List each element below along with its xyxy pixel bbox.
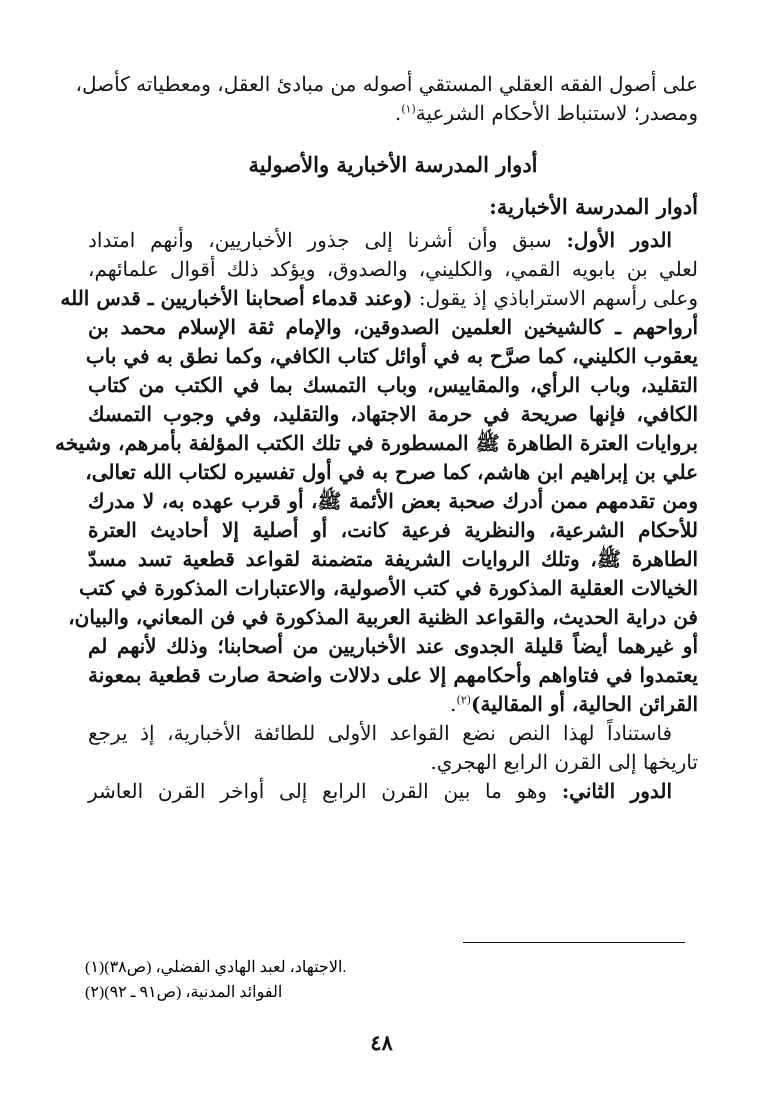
footnotes (75, 955, 685, 1005)
text-line: فاستناداً لهذا النص نضع القواعد الأولى للطائفة الأخبارية، إذ يرجع (88, 721, 672, 745)
first-phase-paragraph (54, 226, 699, 719)
footnote-text: الفوائد المدنية، (ص٩١ ـ ٩٢) (104, 984, 283, 1001)
quote-end: القرائن الحالية، أو المقالية) (471, 692, 698, 716)
quote-line: الطاهرة ﷺ، وتلك الروايات الشريفة متضمنة لقواعد قطعية تسد مسدّ (88, 547, 698, 571)
page-number: ٤٨ (370, 1030, 393, 1055)
footnote-text: الاجتهاد، لعبد الهادي الفضلي، (ص٣٨). (104, 959, 347, 976)
intro-paragraph (75, 70, 698, 128)
subheading: أدوار المدرسة الأخبارية: (489, 194, 698, 219)
quote-line: الخيالات العقلية المذكورة في كتب الأصولية، والاعتبارات المذكورة في كتب (79, 576, 698, 600)
phase-label: الدور الأول: (566, 228, 672, 252)
intro-line-text: ومصدر؛ لاستنباط الأحكام الشرعية (415, 101, 698, 125)
quote-line: فن دراية الحديث، والقواعد الظنية العربية المذكورة في فن المعاني، والبيان، (68, 605, 698, 629)
quote-line: يعقوب الكليني، كما صرَّح به في أوائل كتاب الكافي، وكما نطق به في باب (85, 344, 698, 368)
quote-line: علي بن إبراهيم ابن هاشم، كما صرح به في أول تفسيره لكتاب الله تعالى، (85, 460, 698, 484)
line-end: . (450, 692, 457, 716)
quote-line: بروايات العترة الطاهرة ﷺ المسطورة في تلك الكتب المؤلفة بأمرهم، وشيخه (54, 431, 698, 455)
section-title: أدوار المدرسة الأخبارية والأصولية (248, 152, 538, 177)
text-line (60, 284, 698, 313)
book-page (54, 70, 699, 806)
quote-line: التقليد، وباب الرأي، والمقاييس، وباب التمسك بما في الكتب من كتاب (88, 373, 698, 397)
quote-line: أرواحهم ـ كالشيخين العلمين الصدوقين، والإمام ثقة الإسلام محمد بن (88, 315, 699, 339)
phase-text: وهو ما بين القرن الرابع إلى أواخر القرن العاشر (88, 779, 562, 803)
quote-start: (وعند قدماء أصحابنا الأخباريين ـ قدس الله (60, 286, 413, 310)
phase-text: سبق وأن أشرنا إلى جذور الأخباريين، وأنهم امتداد (88, 228, 567, 252)
footnote-number: (٢) (85, 984, 105, 1001)
quote-line: ومن تقدمهم ممن أدرك صحبة بعض الأئمة ﷺ، أو قرب عهده به، لا مدرك (88, 489, 698, 513)
phase-label: الدور الثاني: (561, 779, 673, 803)
footnote-item (75, 955, 685, 980)
text-line: لعلي بن بابويه القمي، والكليني، والصدوق، ويؤكد ذلك أقوال علمائهم، (88, 257, 698, 281)
line-end: . (394, 101, 402, 125)
quote-line: للأحكام الشرعية، والنظرية فرعية كانت، أو أصلية إلا أحاديث العترة (88, 518, 698, 542)
second-phase-paragraph (88, 777, 698, 806)
phase-text: وعلى رأسهم الاستراباذي إذ يقول: (412, 286, 698, 310)
text-line (88, 226, 698, 255)
footnote-ref: (١) (401, 102, 416, 116)
text-line: تاريخها إلى القرن الرابع الهجري. (430, 750, 698, 774)
footnote-separator (463, 942, 685, 943)
footnote-item (75, 980, 685, 1005)
conclusion-paragraph (88, 719, 698, 777)
footnote-number: (١) (85, 959, 105, 976)
text-line (88, 777, 698, 806)
quote-line: الكافي، فإنها صريحة في حرمة الاجتهاد، والتقليد، وفي وجوب التمسك (88, 402, 698, 426)
quote-line: يعتمدوا في فتاواهم وأحكامهم إلا على دلالات واضحة صارت قطعية بمعونة (88, 663, 698, 687)
quote-line: أو غيرهما أيضاً قليلة الجدوى عند الأخباريين من أصحابنا؛ وذلك لأنهم لم (88, 634, 699, 658)
text-line (88, 99, 698, 128)
footnote-ref: (٢) (456, 693, 472, 707)
text-line (88, 690, 698, 719)
text-line: على أصول الفقه العقلي المستقي أصوله من مبادئ العقل، ومعطياته كأصل، (75, 72, 698, 96)
